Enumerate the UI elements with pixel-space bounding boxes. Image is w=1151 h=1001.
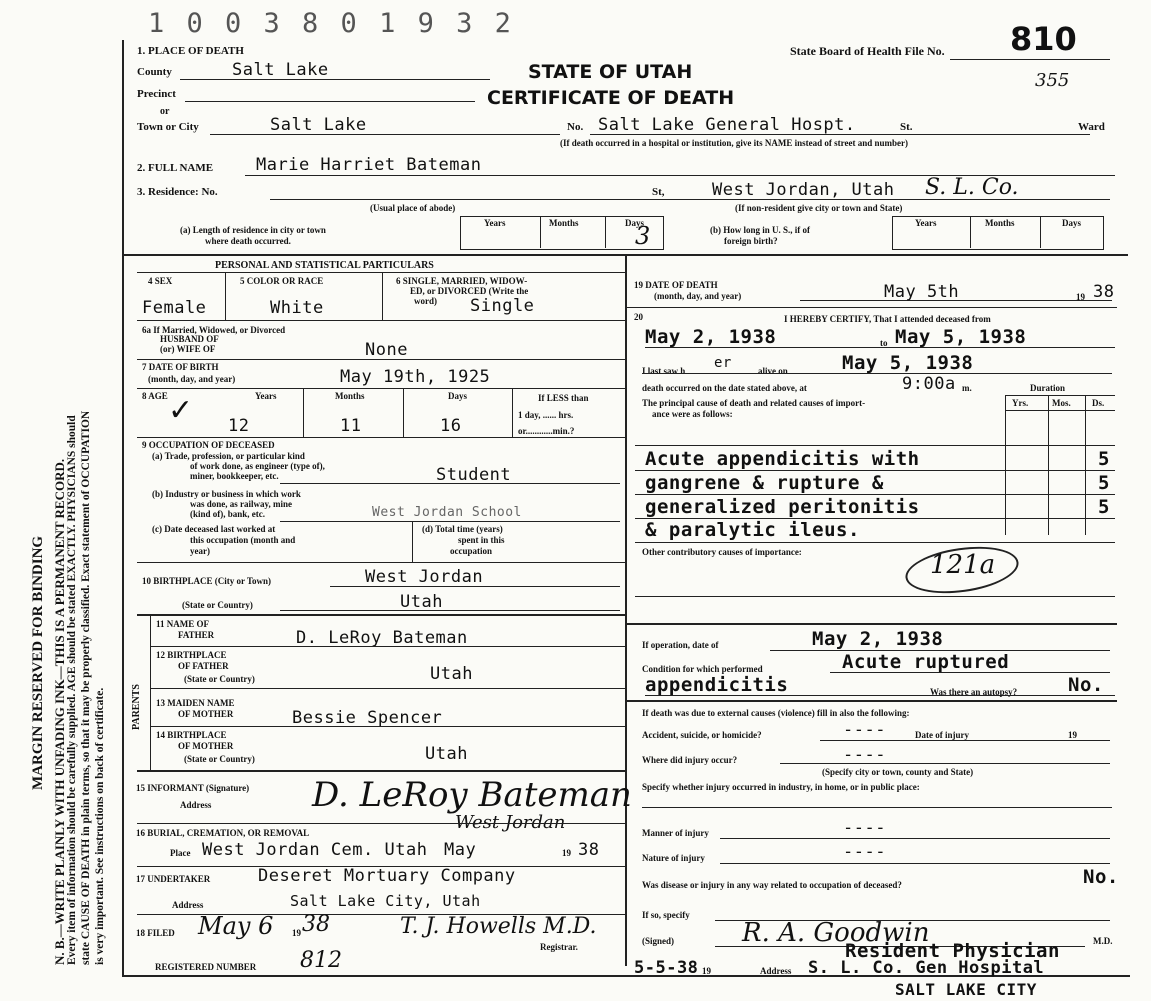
accident-value: ---- (843, 720, 886, 740)
length-residence-a2: where death occurred. (205, 236, 291, 246)
husband-label-2: HUSBAND OF (160, 334, 219, 344)
dob-label-1: 7 DATE OF BIRTH (142, 362, 219, 372)
operation-label: If operation, date of (642, 640, 719, 650)
cause-line-3-days: 5 (1098, 496, 1110, 518)
occ-c-3: year) (190, 546, 210, 556)
top-serial-number: 1 0 0 3 8 0 1 9 3 2 (148, 8, 514, 39)
yrs-header: Yrs. (1012, 398, 1029, 408)
residence-value: West Jordan, Utah (712, 180, 895, 200)
burial-place-label: Place (170, 848, 191, 858)
cert-text: I HEREBY CERTIFY, That I attended deceased from (784, 314, 991, 324)
length-us-b2: foreign birth? (724, 236, 778, 246)
occ-b-3: (kind of), bank, etc. (190, 509, 266, 519)
ds-header: Ds. (1092, 398, 1105, 408)
informant-address-label: Address (180, 800, 212, 810)
father-birth-label-2: OF FATHER (178, 661, 229, 671)
or-label: or (160, 106, 170, 117)
sex-label: 4 SEX (148, 276, 173, 286)
mos-header: Mos. (1052, 398, 1071, 408)
operation-date: May 2, 1938 (812, 628, 944, 650)
mother-birth-label-3: (State or Country) (184, 754, 255, 764)
age-years-label: Years (255, 391, 277, 401)
residence-handwritten: S. L. Co. (925, 175, 1019, 200)
days-value: 3 (635, 222, 651, 250)
father-birth-label-3: (State or Country) (184, 674, 255, 684)
cause-line-2: gangrene & rupture & (645, 472, 884, 494)
us-months-label: Months (985, 218, 1015, 228)
occ-d-2: spent in this (458, 535, 505, 545)
manner-injury-value: ---- (843, 818, 886, 838)
condition-line-2: appendicitis (645, 674, 789, 696)
cause-line-3: generalized peritonitis (645, 496, 920, 518)
filed-date: May 6 (198, 912, 274, 940)
hospital-note: (If death occurred in a hospital or institution, give its NAME instead of street and number) (560, 138, 909, 148)
age-months-value: 11 (340, 416, 362, 436)
occ-c-2: this occupation (month and (190, 535, 296, 545)
death-time: 9:00a (902, 374, 956, 394)
dob-label-2: (month, day, and year) (148, 374, 236, 384)
last-saw-value: May 5, 1938 (842, 352, 974, 374)
occ-a-3: miner, bookkeeper, etc. (190, 471, 279, 481)
birthplace-state-value: Utah (400, 592, 443, 612)
date-injury-nineteen: 19 (1068, 730, 1077, 740)
county-label: County (137, 66, 172, 78)
father-value: D. LeRoy Bateman (296, 628, 468, 648)
filed-label: 18 FILED (136, 928, 175, 938)
physician-title: Resident Physician (845, 940, 1060, 962)
less-than-label: If LESS than (538, 393, 589, 403)
occ-related-label: Was disease or injury in any way related to occupation of deceased? (642, 880, 902, 890)
last-saw-er: er (714, 355, 732, 371)
md-label: M.D. (1093, 936, 1113, 946)
nature-injury-label: Nature of injury (642, 853, 705, 863)
husband-label-3: (or) WIFE OF (160, 344, 216, 354)
state-file-label: State Board of Health File No. (790, 44, 945, 58)
length-us-b: (b) How long in U. S., if of (710, 225, 811, 235)
informant-signature: D. LeRoy Bateman (312, 775, 632, 815)
principal-cause-2: ance were as follows: (652, 409, 733, 419)
age-years-value: 12 (228, 416, 250, 436)
margin-instructions-2: state CAUSE OF DEATH in plain terms, so that it may be properly classified. Exact statement of OCCUPATION (80, 410, 92, 965)
father-label-1: 11 NAME OF (156, 619, 209, 629)
birthplace-city-value: West Jordan (365, 567, 484, 587)
alive-on-label: alive on (758, 366, 788, 376)
margin-instructions-3: is very important. See instructions on back of certificate. (94, 687, 106, 965)
years-label: Years (484, 218, 506, 228)
date-injury-label: Date of injury (915, 730, 969, 740)
state-file-number: 810 (1010, 20, 1077, 58)
mother-label-2: OF MOTHER (178, 709, 234, 719)
ward-label: Ward (1078, 121, 1105, 133)
margin-ink-note: N. B.—WRITE PLAINLY WITH UNFADING INK—THIS IS A PERMANENT RECORD. (52, 458, 67, 965)
mother-birthplace-value: Utah (425, 744, 468, 764)
burial-date-value: May (444, 840, 477, 860)
cause-line-4: & paralytic ileus. (645, 519, 860, 541)
date-signed-nineteen: 19 (702, 966, 711, 976)
usual-abode-note: (Usual place of abode) (370, 203, 456, 213)
father-label-2: FATHER (178, 630, 215, 640)
dod-label-1: 19 DATE OF DEATH (634, 280, 718, 290)
place-heading: 1. PLACE OF DEATH (137, 45, 244, 57)
burial-nineteen: 19 (562, 848, 571, 858)
where-injury-label: Where did injury occur? (642, 755, 738, 765)
registrar-label: Registrar. (540, 942, 578, 952)
mother-birth-label-1: 14 BIRTHPLACE (156, 730, 227, 740)
personal-heading: PERSONAL AND STATISTICAL PARTICULARS (215, 260, 434, 271)
attended-from: May 2, 1938 (645, 326, 777, 348)
title-certificate: CERTIFICATE OF DEATH (487, 87, 735, 109)
age-label: 8 AGE (142, 391, 168, 401)
cause-line-1-days: 5 (1098, 448, 1110, 470)
undertaker-address: Salt Lake City, Utah (290, 892, 481, 910)
title-state: STATE OF UTAH (528, 61, 693, 83)
occ-a-2: of work done, as engineer (type of), (190, 461, 325, 471)
marital-label-2: ED, or DIVORCED (Write the (410, 286, 529, 296)
precinct-label: Precinct (137, 88, 176, 100)
filed-nineteen: 19 (292, 928, 301, 938)
other-causes-label: Other contributory causes of importance: (642, 547, 802, 557)
registered-number-label: REGISTERED NUMBER (155, 962, 257, 972)
dod-nineteen: 19 (1076, 292, 1085, 302)
date-signed: 5-5-38 (634, 958, 699, 978)
undertaker-name: Deseret Mortuary Company (258, 866, 516, 886)
full-name-label: 2. FULL NAME (137, 162, 214, 174)
burial-label: 16 BURIAL, CREMATION, OR REMOVAL (136, 828, 310, 838)
manner-injury-label: Manner of injury (642, 828, 709, 838)
attended-to-label: to (880, 338, 888, 348)
principal-cause-1: The principal cause of death and related causes of import- (642, 398, 866, 408)
age-check-icon: ✓ (168, 393, 194, 428)
margin-instructions-1: Every item of information should be carefully supplied. AGE should be stated EXACTLY. PHYSICIANS should (66, 415, 78, 965)
cause-code: 121a (930, 550, 996, 580)
county-value: Salt Lake (232, 60, 329, 80)
industry-value: West Jordan School (372, 505, 522, 520)
physician-city: SALT LAKE CITY (895, 980, 1037, 999)
physician-signature: R. A. Goodwin (742, 918, 930, 948)
occ-related-value: No. (1083, 866, 1119, 888)
attended-to: May 5, 1938 (895, 326, 1027, 348)
husband-value: None (365, 340, 408, 360)
specify-city-note: (Specify city or town, county and State) (822, 767, 974, 777)
nonresident-note: (If non-resident give city or town and State) (735, 203, 903, 213)
condition-line-1: Acute ruptured (842, 651, 1010, 673)
condition-label: Condition for which performed (642, 664, 763, 674)
residence-label: 3. Residence: No. (137, 186, 218, 198)
death-time-m: m. (962, 383, 972, 393)
us-days-label: Days (1062, 218, 1082, 228)
mother-label-1: 13 MAIDEN NAME (156, 698, 235, 708)
town-label: Town or City (137, 121, 199, 133)
hospital-no-label: No. (567, 121, 584, 133)
signed-label: (Signed) (642, 936, 675, 946)
last-saw-label: I last saw h (642, 366, 686, 376)
occ-b-2: was done, as railway, mine (190, 499, 293, 509)
margin-binding-note: MARGIN RESERVED FOR BINDING (30, 535, 46, 790)
parents-side-label: PARENTS (131, 684, 142, 730)
mother-birth-label-2: OF MOTHER (178, 741, 234, 751)
marital-label-1: 6 SINGLE, MARRIED, WIDOW- (396, 276, 528, 286)
cause-line-1: Acute appendicitis with (645, 448, 920, 470)
day-hrs-label: 1 day, ...... hrs. (518, 410, 574, 420)
full-name-value: Marie Harriet Bateman (256, 155, 482, 175)
occ-d-3: occupation (450, 546, 493, 556)
husband-label-1: 6a If Married, Widowed, or Divorced (142, 325, 286, 335)
if-so-label: If so, specify (642, 910, 690, 920)
informant-label: 15 INFORMANT (Signature) (136, 783, 250, 793)
marital-value: Single (470, 296, 535, 316)
residence-st-label: St, (652, 186, 665, 198)
dod-value: May 5th (884, 282, 960, 302)
occ-a-1: (a) Trade, profession, or particular kind (152, 451, 305, 461)
handwritten-file-number: 355 (1035, 70, 1070, 91)
length-residence-a: (a) Length of residence in city or town (180, 225, 326, 235)
months-label: Months (549, 218, 579, 228)
autopsy-value: No. (1068, 674, 1104, 696)
us-years-label: Years (915, 218, 937, 228)
where-injury-value: ---- (843, 745, 886, 765)
father-birthplace-value: Utah (430, 664, 473, 684)
dob-value: May 19th, 1925 (340, 367, 491, 387)
burial-place-value: West Jordan Cem. Utah (202, 840, 428, 860)
age-days-value: 16 (440, 416, 462, 436)
burial-year-value: 38 (578, 840, 600, 860)
days-label: Days (625, 218, 645, 228)
physician-address: S. L. Co. Gen Hospital (808, 958, 1045, 978)
occ-d-1: (d) Total time (years) (422, 524, 503, 534)
mother-value: Bessie Spencer (292, 708, 443, 728)
age-days-label: Days (448, 391, 468, 401)
occ-b-1: (b) Industry or business in which work (152, 489, 301, 499)
registered-number: 812 (300, 948, 342, 973)
father-birth-label-1: 12 BIRTHPLACE (156, 650, 227, 660)
st-label: St. (900, 121, 913, 133)
hospital-value: Salt Lake General Hospt. (598, 115, 856, 135)
filed-year: 38 (302, 912, 330, 937)
age-months-label: Months (335, 391, 365, 401)
marital-label-3: word) (414, 296, 437, 306)
dod-label-2: (month, day, and year) (654, 291, 742, 301)
cert-number: 20 (634, 312, 643, 322)
color-value: White (270, 298, 324, 318)
town-value: Salt Lake (270, 115, 367, 135)
nature-injury-value: ---- (843, 842, 886, 862)
physician-address-label: Address (760, 966, 792, 976)
autopsy-label: Was there an autopsy? (930, 687, 1018, 697)
death-occurred-label: death occurred on the date stated above, at (642, 383, 807, 393)
external-causes-label: If death was due to external causes (violence) fill in also the following: (642, 708, 910, 718)
or-min-label: or............min.? (518, 426, 575, 436)
color-label: 5 COLOR OR RACE (240, 276, 324, 286)
birthplace-label: 10 BIRTHPLACE (City or Town) (142, 576, 272, 586)
occ-c-1: (c) Date deceased last worked at (152, 524, 276, 534)
undertaker-label: 17 UNDERTAKER (136, 874, 211, 884)
duration-label: Duration (1030, 383, 1066, 393)
registrar-signature: T. J. Howells M.D. (400, 914, 597, 939)
accident-label: Accident, suicide, or homicide? (642, 730, 762, 740)
undertaker-address-label: Address (172, 900, 204, 910)
occupation-value: Student (436, 465, 512, 485)
birthplace-state-label: (State or Country) (182, 600, 253, 610)
informant-address: West Jordan (455, 812, 566, 833)
sex-value: Female (142, 298, 207, 318)
dod-year: 38 (1093, 282, 1115, 302)
cause-line-2-days: 5 (1098, 472, 1110, 494)
specify-industry-label: Specify whether injury occurred in industry, in home, or in public place: (642, 782, 920, 792)
occupation-heading: 9 OCCUPATION OF DECEASED (142, 440, 275, 450)
